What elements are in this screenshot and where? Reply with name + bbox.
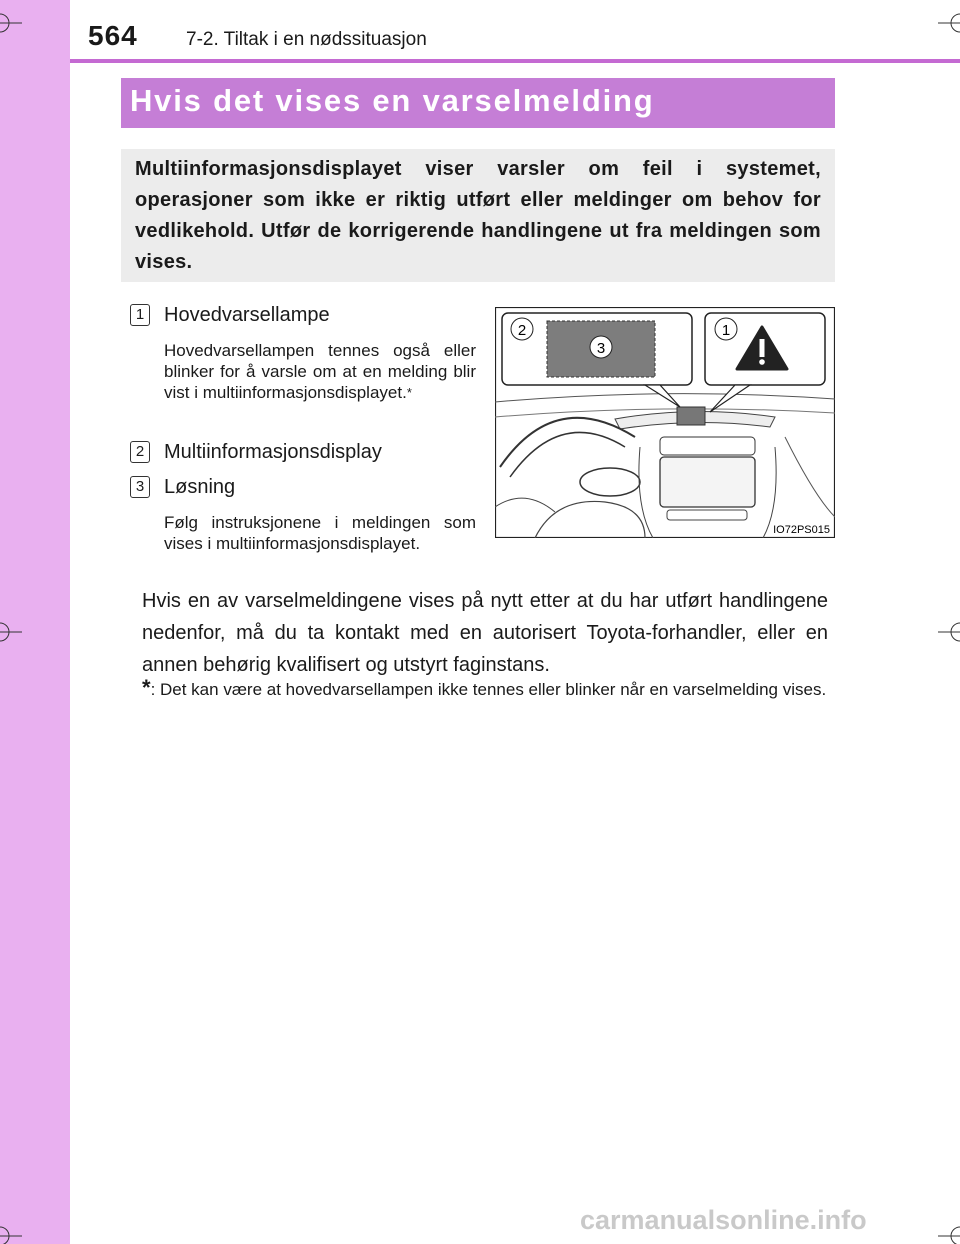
watermark: carmanualsonline.info <box>580 1205 867 1235</box>
callout-1: 1 <box>721 322 731 339</box>
crop-mark-icon <box>930 617 960 647</box>
summary-text: Multiinformasjonsdisplayet viser varsler om feil i systemet, operasjoner som ikke er riktig utført eller meldinger om behov for vedlikehold. Utfør de korrigerende handlingene ut fra meldingen som vises. <box>135 158 821 273</box>
crop-mark-icon <box>0 617 30 647</box>
figure-code: IO72PS015 <box>773 524 830 536</box>
dashboard-illustration <box>495 307 835 538</box>
item-description-main-warning-light: Hovedvarsellampen tennes også eller blinker for å varsle om at en melding blir vist i multiinformasjonsdisplayet.* <box>164 341 476 402</box>
section-title: Hvis det vises en varselmelding <box>130 83 655 118</box>
item-label-main-warning-light: Hovedvarsellampe <box>164 304 330 326</box>
section-title-bar <box>121 78 835 128</box>
footnote-text: : Det kan være at hovedvarsellampen ikke tennes eller blinker når en varselmelding vises. <box>150 680 827 699</box>
body-paragraph: Hvis en av varselmeldingene vises på nytt etter at du har utført handlingene nedenfor, må du ta kontakt med en autorisert Toyota-forhandler, eller en annen behørig kvalifisert og utstyrt faginstans. <box>142 590 828 676</box>
footnote-asterisk: * <box>142 675 151 700</box>
item-number-1-icon: 1 <box>130 304 150 326</box>
footnote <box>142 676 828 702</box>
summary-box <box>121 149 835 282</box>
crop-mark-icon <box>930 8 960 38</box>
crop-mark-icon <box>0 8 30 38</box>
header-rule <box>70 59 960 63</box>
page-number: 564 <box>88 20 138 51</box>
item-label-multi-info-display: Multiinformasjonsdisplay <box>164 441 382 463</box>
crop-mark-icon <box>0 1214 30 1244</box>
item-number-3-icon: 3 <box>130 476 150 498</box>
callout-2: 2 <box>517 322 527 339</box>
chapter-title: 7-2. Tiltak i en nødssituasjon <box>186 29 427 50</box>
item-number-2-icon: 2 <box>130 441 150 463</box>
crop-mark-icon <box>930 1214 960 1244</box>
item-description-solution: Følg instruksjonene i meldingen som vises i multiinformasjonsdisplayet. <box>164 513 476 553</box>
item-label-solution: Løsning <box>164 476 236 498</box>
callout-3: 3 <box>596 340 606 357</box>
footnote-mark: * <box>406 385 412 400</box>
